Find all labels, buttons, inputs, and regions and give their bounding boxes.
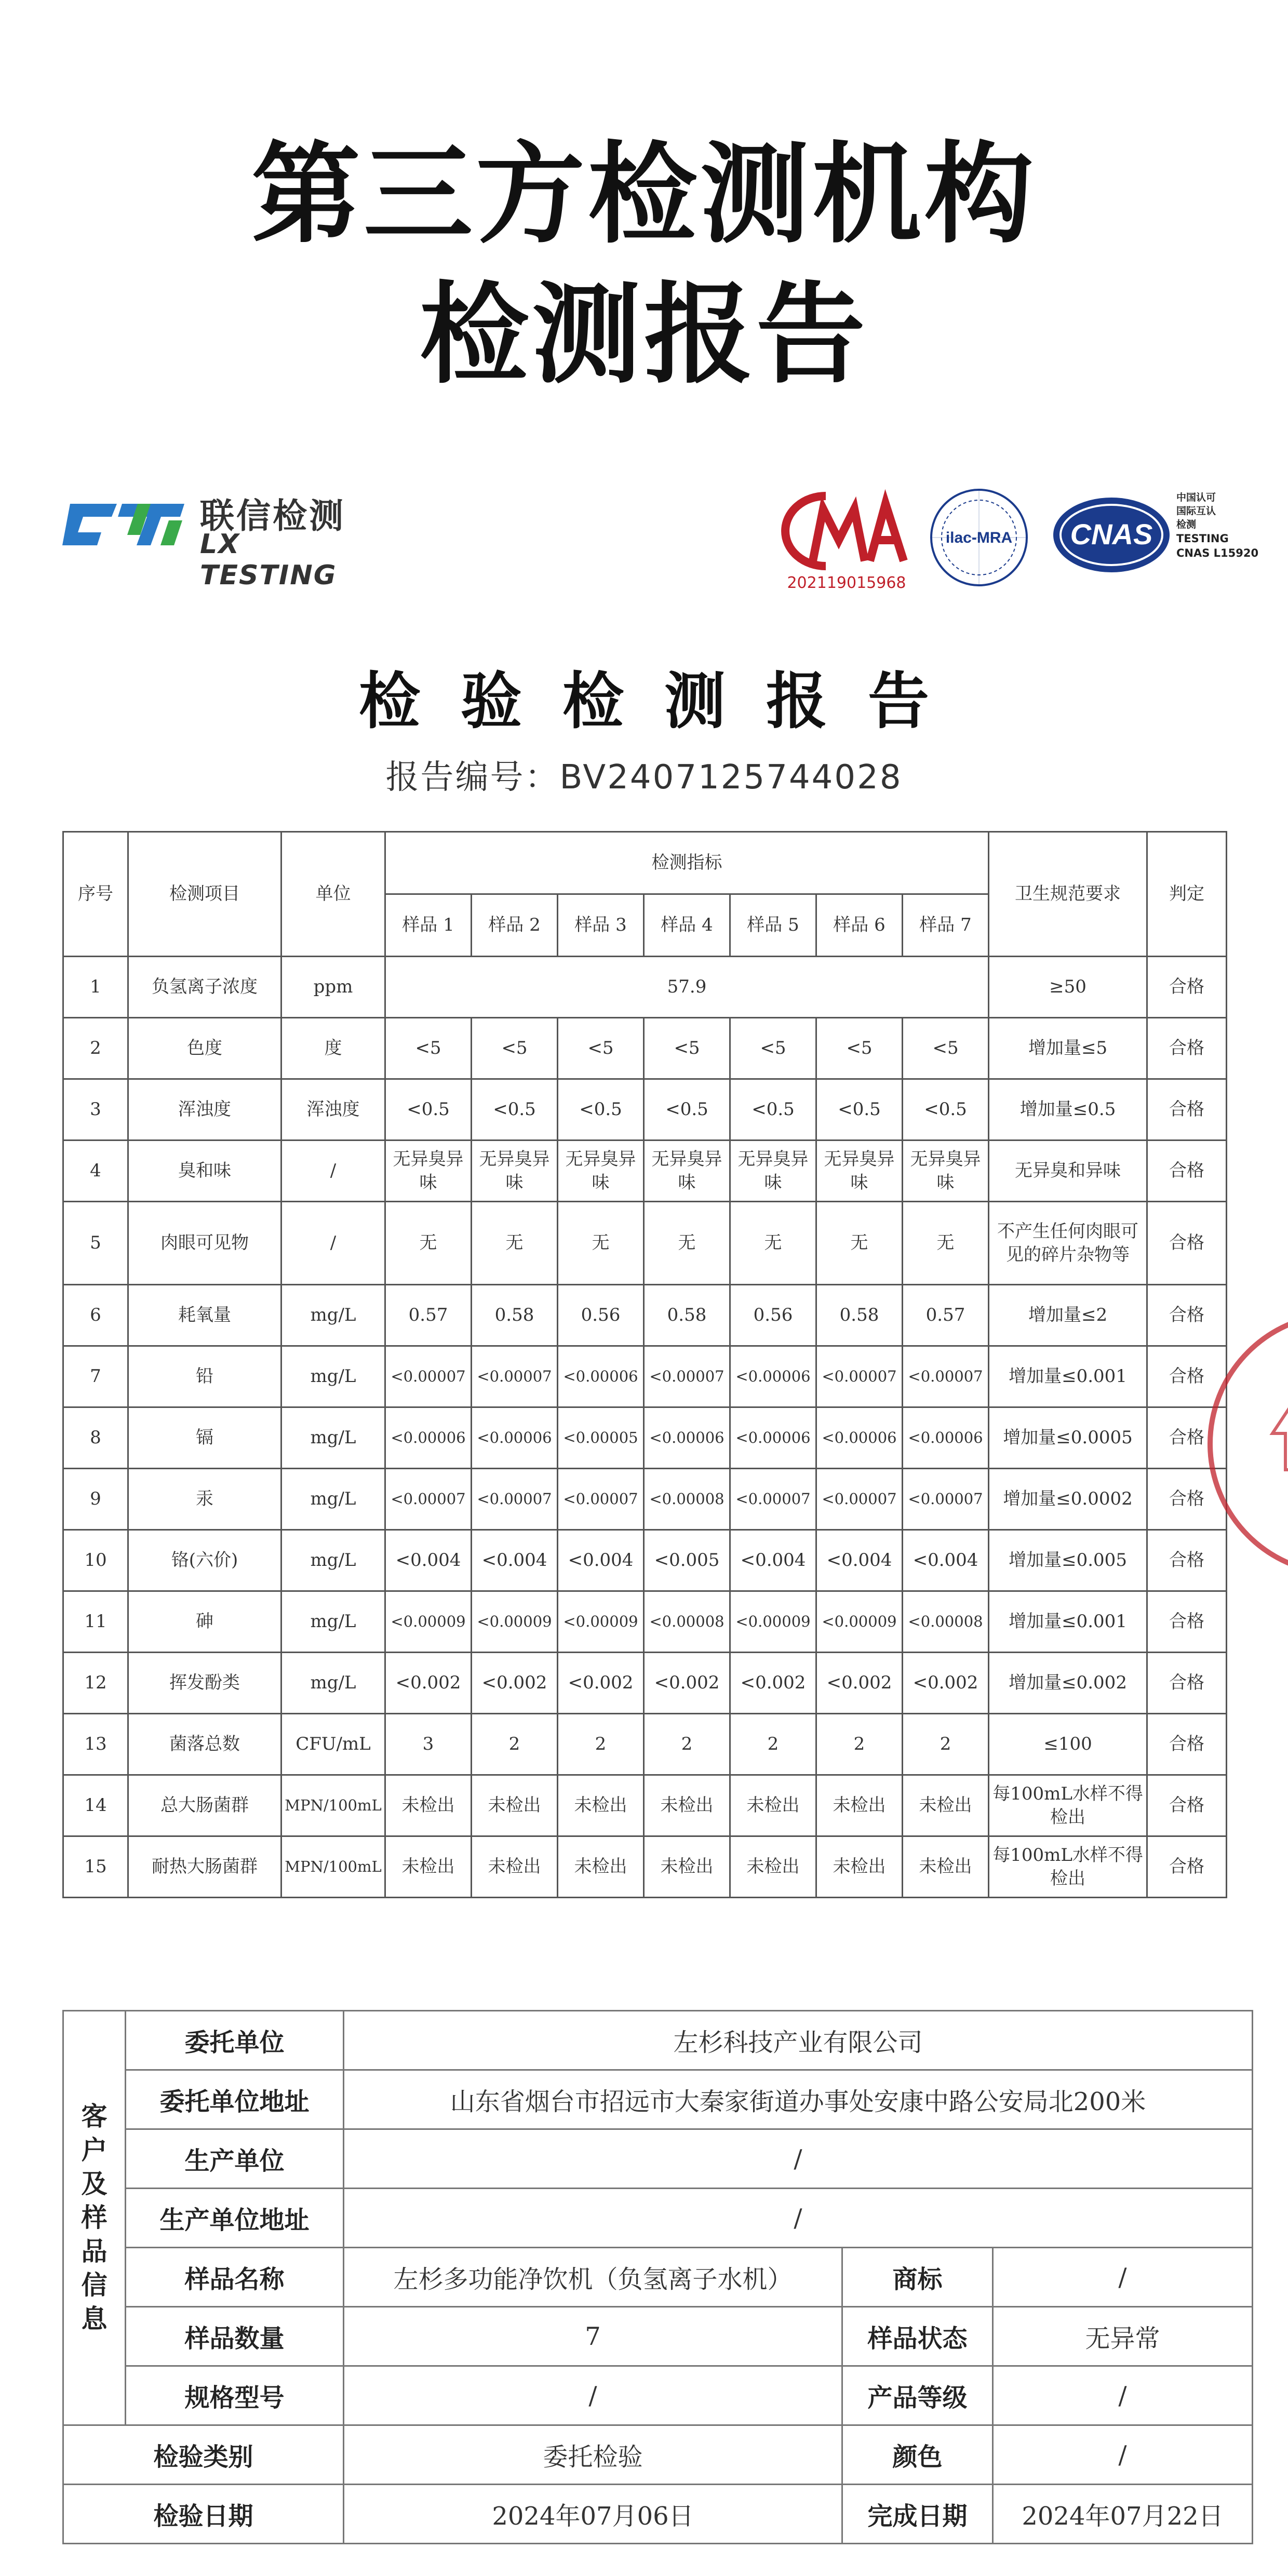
client-label: 委托单位: [126, 2011, 344, 2070]
row-sample-value: <5: [730, 1018, 816, 1079]
row-unit: CFU/mL: [281, 1714, 385, 1775]
row-sample-value: <5: [816, 1018, 903, 1079]
row-sample-value: <0.00009: [472, 1591, 558, 1653]
row-sample-value: 2: [558, 1714, 644, 1775]
report-number-label: 报告编号：: [385, 758, 560, 797]
row-unit: 度: [281, 1018, 385, 1079]
row-sample-value: 无异臭异味: [385, 1141, 472, 1202]
row-sample-value: <0.00007: [903, 1469, 989, 1530]
row-sample-value: 0.57: [385, 1285, 472, 1346]
grade-label: 产品等级: [842, 2366, 993, 2425]
row-sample-value: 0.58: [644, 1285, 730, 1346]
table-row: [63, 1018, 1227, 1079]
row-sample-value: <0.00009: [730, 1591, 816, 1653]
table-row: [63, 1079, 1227, 1141]
test-type-value: 委托检验: [344, 2425, 842, 2485]
header-standard: 卫生规范要求: [989, 832, 1147, 957]
row-sample-value: 0.56: [730, 1285, 816, 1346]
header-sample-1: 样品 1: [385, 894, 472, 957]
row-unit: /: [281, 1141, 385, 1202]
row-sample-value: <0.00007: [730, 1469, 816, 1530]
row-sample-value: 2: [816, 1714, 903, 1775]
row-standard: 增加量≤0.001: [989, 1346, 1147, 1407]
header-sample-3: 样品 3: [558, 894, 644, 957]
row-verdict: 合格: [1147, 1469, 1227, 1530]
row-item: 负氢离子浓度: [128, 957, 281, 1018]
side-label-char: 信: [81, 2270, 108, 2300]
row-sample-value: <0.00008: [644, 1469, 730, 1530]
row-sample-value: 0.56: [558, 1285, 644, 1346]
row-sample-value: <0.00008: [903, 1591, 989, 1653]
header-index: 序号: [63, 832, 128, 957]
row-sample-value: <0.00007: [816, 1346, 903, 1407]
row-sample-value: 未检出: [558, 1775, 644, 1836]
row-verdict: 合格: [1147, 1141, 1227, 1202]
row-sample-value: <0.002: [730, 1653, 816, 1714]
row-item: 铬(六价): [128, 1530, 281, 1591]
table-row: [63, 1653, 1227, 1714]
row-item: 总大肠菌群: [128, 1775, 281, 1836]
row-sample-value: <0.00007: [385, 1346, 472, 1407]
row-unit: 浑浊度: [281, 1079, 385, 1141]
lx-logo-cn-text: 联信检测: [200, 496, 345, 536]
side-label-char: 客: [81, 2101, 108, 2131]
sample-qty-label: 样品数量: [126, 2307, 344, 2366]
table-row: [63, 1285, 1227, 1346]
header-sample-5: 样品 5: [730, 894, 816, 957]
row-unit: MPN/100mL: [281, 1836, 385, 1898]
row-item: 耐热大肠菌群: [128, 1836, 281, 1898]
row-sample-value: 无异臭异味: [472, 1141, 558, 1202]
row-sample-value: 未检出: [644, 1775, 730, 1836]
row-standard: 增加量≤2: [989, 1285, 1147, 1346]
lx-logo-mark-icon: [60, 488, 190, 561]
header-sample-7: 样品 7: [903, 894, 989, 957]
cnas-side-en-2: CNAS L15920: [1176, 547, 1259, 559]
row-sample-value: 未检出: [903, 1775, 989, 1836]
row-sample-value: <0.00007: [385, 1469, 472, 1530]
row-sample-value: 无异臭异味: [816, 1141, 903, 1202]
row-sample-value: 2: [730, 1714, 816, 1775]
table-row: [63, 1714, 1227, 1775]
row-sample-value: <0.00009: [558, 1591, 644, 1653]
row-sample-value: 2: [644, 1714, 730, 1775]
row-sample-value: <0.00006: [816, 1407, 903, 1469]
row-merged-value: 57.9: [385, 957, 989, 1018]
row-sample-value: 无: [558, 1202, 644, 1285]
finish-date-label: 完成日期: [842, 2485, 993, 2544]
producer-addr-label: 生产单位地址: [126, 2189, 344, 2248]
row-sample-value: <0.5: [816, 1079, 903, 1141]
page-title-line2: 检测报告: [419, 271, 868, 398]
side-label-char: 及: [81, 2169, 108, 2199]
cnas-logo-icon: [1049, 493, 1174, 576]
row-sample-value: <0.00006: [644, 1407, 730, 1469]
row-sample-value: <0.5: [644, 1079, 730, 1141]
row-item: 挥发酚类: [128, 1653, 281, 1714]
row-sample-value: <0.004: [903, 1530, 989, 1591]
producer-addr-value: /: [344, 2189, 1253, 2248]
sample-qty-value: 7: [344, 2307, 842, 2366]
row-sample-value: <0.00009: [816, 1591, 903, 1653]
row-item: 肉眼可见物: [128, 1202, 281, 1285]
side-label-char: 样: [81, 2203, 108, 2233]
row-sample-value: <0.00006: [472, 1407, 558, 1469]
cnas-side-en-1: TESTING: [1176, 532, 1229, 545]
row-index: 15: [63, 1836, 128, 1898]
row-verdict: 合格: [1147, 1775, 1227, 1836]
row-standard: 每100mL水样不得检出: [989, 1775, 1147, 1836]
finish-date-value: 2024年07月22日: [993, 2485, 1253, 2544]
row-sample-value: 未检出: [472, 1836, 558, 1898]
row-sample-value: 无: [816, 1202, 903, 1285]
row-verdict: 合格: [1147, 1018, 1227, 1079]
header-item: 检测项目: [128, 832, 281, 957]
cnas-side-text: [1176, 491, 1280, 560]
row-unit: mg/L: [281, 1530, 385, 1591]
row-item: 汞: [128, 1469, 281, 1530]
row-index: 13: [63, 1714, 128, 1775]
row-standard: 增加量≤0.0002: [989, 1469, 1147, 1530]
table-row: [63, 1775, 1227, 1836]
row-sample-value: <0.00007: [472, 1469, 558, 1530]
row-standard: ≥50: [989, 957, 1147, 1018]
row-verdict: 合格: [1147, 1407, 1227, 1469]
brand-label: 商标: [842, 2248, 993, 2307]
row-item: 臭和味: [128, 1141, 281, 1202]
row-sample-value: <5: [558, 1018, 644, 1079]
row-sample-value: 未检出: [472, 1775, 558, 1836]
row-standard: 每100mL水样不得检出: [989, 1836, 1147, 1898]
row-sample-value: <0.00006: [903, 1407, 989, 1469]
side-label-char: 息: [81, 2304, 108, 2334]
row-item: 耗氧量: [128, 1285, 281, 1346]
grade-value: /: [993, 2366, 1253, 2425]
client-info-side-label: [63, 2011, 126, 2425]
row-sample-value: 无异臭异味: [558, 1141, 644, 1202]
side-label-char: 户: [81, 2135, 108, 2165]
producer-value: /: [344, 2129, 1253, 2189]
row-verdict: 合格: [1147, 1530, 1227, 1591]
cnas-side-cn-3: 检测: [1176, 519, 1197, 530]
header-sample-6: 样品 6: [816, 894, 903, 957]
row-unit: mg/L: [281, 1346, 385, 1407]
row-sample-value: 无异臭异味: [903, 1141, 989, 1202]
row-sample-value: <0.00006: [385, 1407, 472, 1469]
row-sample-value: 无: [903, 1202, 989, 1285]
client-info-side-text: [66, 2100, 123, 2336]
table-row: [63, 1202, 1227, 1285]
row-verdict: 合格: [1147, 1653, 1227, 1714]
table-row: [63, 1346, 1227, 1407]
row-index: 8: [63, 1407, 128, 1469]
row-sample-value: <0.00006: [730, 1407, 816, 1469]
row-sample-value: <0.00007: [472, 1346, 558, 1407]
producer-label: 生产单位: [126, 2129, 344, 2189]
client-addr-label: 委托单位地址: [126, 2070, 344, 2129]
row-sample-value: <0.5: [903, 1079, 989, 1141]
row-standard: 无异臭和异味: [989, 1141, 1147, 1202]
sample-name-value: 左杉多功能净饮机（负氢离子水机）: [344, 2248, 842, 2307]
row-sample-value: <0.00006: [558, 1346, 644, 1407]
sample-state-value: 无异常: [993, 2307, 1253, 2366]
row-sample-value: <0.5: [730, 1079, 816, 1141]
row-index: 14: [63, 1775, 128, 1836]
row-verdict: 合格: [1147, 1285, 1227, 1346]
row-sample-value: <0.004: [472, 1530, 558, 1591]
row-index: 6: [63, 1285, 128, 1346]
row-sample-value: <0.004: [730, 1530, 816, 1591]
row-standard: ≤100: [989, 1714, 1147, 1775]
row-verdict: 合格: [1147, 1202, 1227, 1285]
cma-logo-icon: [774, 488, 919, 574]
brand-value: /: [993, 2248, 1253, 2307]
row-sample-value: <0.00007: [816, 1469, 903, 1530]
table-row: [63, 1530, 1227, 1591]
table-row: [63, 1591, 1227, 1653]
row-item: 砷: [128, 1591, 281, 1653]
row-index: 7: [63, 1346, 128, 1407]
row-index: 2: [63, 1018, 128, 1079]
row-sample-value: <0.002: [903, 1653, 989, 1714]
row-sample-value: <5: [903, 1018, 989, 1079]
row-index: 1: [63, 957, 128, 1018]
row-sample-value: 未检出: [385, 1775, 472, 1836]
row-standard: 不产生任何肉眼可见的碎片杂物等: [989, 1202, 1147, 1285]
row-standard: 增加量≤0.001: [989, 1591, 1147, 1653]
row-sample-value: 0.58: [816, 1285, 903, 1346]
row-sample-value: <0.5: [558, 1079, 644, 1141]
table-row: [63, 1836, 1227, 1898]
row-sample-value: <0.00007: [903, 1346, 989, 1407]
report-title: 检验检测报告: [358, 665, 970, 737]
row-verdict: 合格: [1147, 1714, 1227, 1775]
row-index: 12: [63, 1653, 128, 1714]
row-verdict: 合格: [1147, 1591, 1227, 1653]
row-item: 色度: [128, 1018, 281, 1079]
table-row: [63, 957, 1227, 1018]
row-sample-value: <0.004: [385, 1530, 472, 1591]
row-unit: mg/L: [281, 1591, 385, 1653]
row-sample-value: 2: [472, 1714, 558, 1775]
row-sample-value: <0.002: [385, 1653, 472, 1714]
table-row: [63, 1141, 1227, 1202]
cma-certification-mark: [774, 488, 919, 592]
report-number-value: BV2407125744028: [559, 758, 903, 797]
client-addr-value: 山东省烟台市招远市大秦家街道办事处安康中路公安局北200米: [344, 2070, 1253, 2129]
ilac-mra-mark: [927, 486, 1031, 589]
row-sample-value: <0.00007: [644, 1346, 730, 1407]
row-standard: 增加量≤0.005: [989, 1530, 1147, 1591]
header-indicator: 检测指标: [385, 832, 989, 894]
client-info-table: [62, 2010, 1253, 2544]
test-type-label: 检验类别: [63, 2425, 344, 2485]
row-standard: 增加量≤0.5: [989, 1079, 1147, 1141]
row-sample-value: <5: [644, 1018, 730, 1079]
client-value: 左杉科技产业有限公司: [344, 2011, 1253, 2070]
row-sample-value: <0.00005: [558, 1407, 644, 1469]
row-item: 菌落总数: [128, 1714, 281, 1775]
row-unit: mg/L: [281, 1285, 385, 1346]
row-sample-value: 无异臭异味: [644, 1141, 730, 1202]
row-sample-value: <0.005: [644, 1530, 730, 1591]
row-sample-value: 无: [385, 1202, 472, 1285]
row-sample-value: 无: [730, 1202, 816, 1285]
cnas-side-cn-2: 国际互认: [1176, 505, 1216, 517]
row-sample-value: <0.00007: [558, 1469, 644, 1530]
header-unit: 单位: [281, 832, 385, 957]
row-item: 镉: [128, 1407, 281, 1469]
row-sample-value: 0.57: [903, 1285, 989, 1346]
row-sample-value: 未检出: [816, 1775, 903, 1836]
row-sample-value: <0.002: [558, 1653, 644, 1714]
color-value: /: [993, 2425, 1253, 2485]
cnas-mark: [1049, 493, 1174, 576]
test-date-label: 检验日期: [63, 2485, 344, 2544]
row-standard: 增加量≤0.0005: [989, 1407, 1147, 1469]
row-sample-value: 未检出: [730, 1775, 816, 1836]
row-sample-value: <0.002: [472, 1653, 558, 1714]
header-verdict: 判定: [1147, 832, 1227, 957]
row-sample-value: <0.00008: [644, 1591, 730, 1653]
row-sample-value: <0.004: [816, 1530, 903, 1591]
row-verdict: 合格: [1147, 1079, 1227, 1141]
header-sample-4: 样品 4: [644, 894, 730, 957]
row-sample-value: 无: [472, 1202, 558, 1285]
cma-code: 202119015968: [787, 574, 906, 592]
row-sample-value: <0.00009: [385, 1591, 472, 1653]
table-row: [63, 1469, 1227, 1530]
row-unit: /: [281, 1202, 385, 1285]
ilac-logo-icon: [927, 486, 1031, 589]
row-verdict: 合格: [1147, 957, 1227, 1018]
row-unit: mg/L: [281, 1469, 385, 1530]
row-sample-value: <0.5: [385, 1079, 472, 1141]
side-label-char: 品: [81, 2236, 108, 2266]
row-sample-value: 未检出: [816, 1836, 903, 1898]
row-verdict: 合格: [1147, 1346, 1227, 1407]
color-label: 颜色: [842, 2425, 993, 2485]
row-sample-value: 未检出: [385, 1836, 472, 1898]
row-standard: 增加量≤5: [989, 1018, 1147, 1079]
row-sample-value: <0.002: [816, 1653, 903, 1714]
test-date-value: 2024年07月06日: [344, 2485, 842, 2544]
row-sample-value: 未检出: [730, 1836, 816, 1898]
row-index: 4: [63, 1141, 128, 1202]
row-sample-value: <5: [385, 1018, 472, 1079]
row-sample-value: 2: [903, 1714, 989, 1775]
model-label: 规格型号: [126, 2366, 344, 2425]
row-sample-value: 无: [644, 1202, 730, 1285]
lx-testing-logo: [60, 488, 382, 591]
row-sample-value: 无异臭异味: [730, 1141, 816, 1202]
red-seal-stamp-icon: [1195, 1298, 1288, 1589]
row-standard: 增加量≤0.002: [989, 1653, 1147, 1714]
row-unit: mg/L: [281, 1407, 385, 1469]
cnas-text: CNAS: [1070, 518, 1153, 551]
row-sample-value: <5: [472, 1018, 558, 1079]
sample-state-label: 样品状态: [842, 2307, 993, 2366]
ilac-text: ilac-MRA: [945, 529, 1013, 546]
row-sample-value: 3: [385, 1714, 472, 1775]
row-sample-value: <0.5: [472, 1079, 558, 1141]
cnas-side-cn-1: 中国认可: [1176, 492, 1216, 503]
row-sample-value: <0.00006: [730, 1346, 816, 1407]
row-item: 浑浊度: [128, 1079, 281, 1141]
row-sample-value: 未检出: [558, 1836, 644, 1898]
row-item: 铅: [128, 1346, 281, 1407]
row-sample-value: 0.58: [472, 1285, 558, 1346]
row-index: 11: [63, 1591, 128, 1653]
row-index: 5: [63, 1202, 128, 1285]
row-index: 10: [63, 1530, 128, 1591]
row-sample-value: <0.004: [558, 1530, 644, 1591]
row-index: 3: [63, 1079, 128, 1141]
report-number: [0, 750, 1288, 798]
row-sample-value: 未检出: [644, 1836, 730, 1898]
row-unit: ppm: [281, 957, 385, 1018]
lx-logo-en-text: LX TESTING: [200, 529, 337, 591]
model-value: /: [344, 2366, 842, 2425]
row-unit: mg/L: [281, 1653, 385, 1714]
page-title-line1: 第三方检测机构: [251, 131, 1037, 258]
row-verdict: 合格: [1147, 1836, 1227, 1898]
row-sample-value: 未检出: [903, 1836, 989, 1898]
table-row: [63, 1407, 1227, 1469]
sample-name-label: 样品名称: [126, 2248, 344, 2307]
row-sample-value: <0.002: [644, 1653, 730, 1714]
header-sample-2: 样品 2: [472, 894, 558, 957]
row-unit: MPN/100mL: [281, 1775, 385, 1836]
test-results-table: [62, 831, 1227, 1898]
row-index: 9: [63, 1469, 128, 1530]
